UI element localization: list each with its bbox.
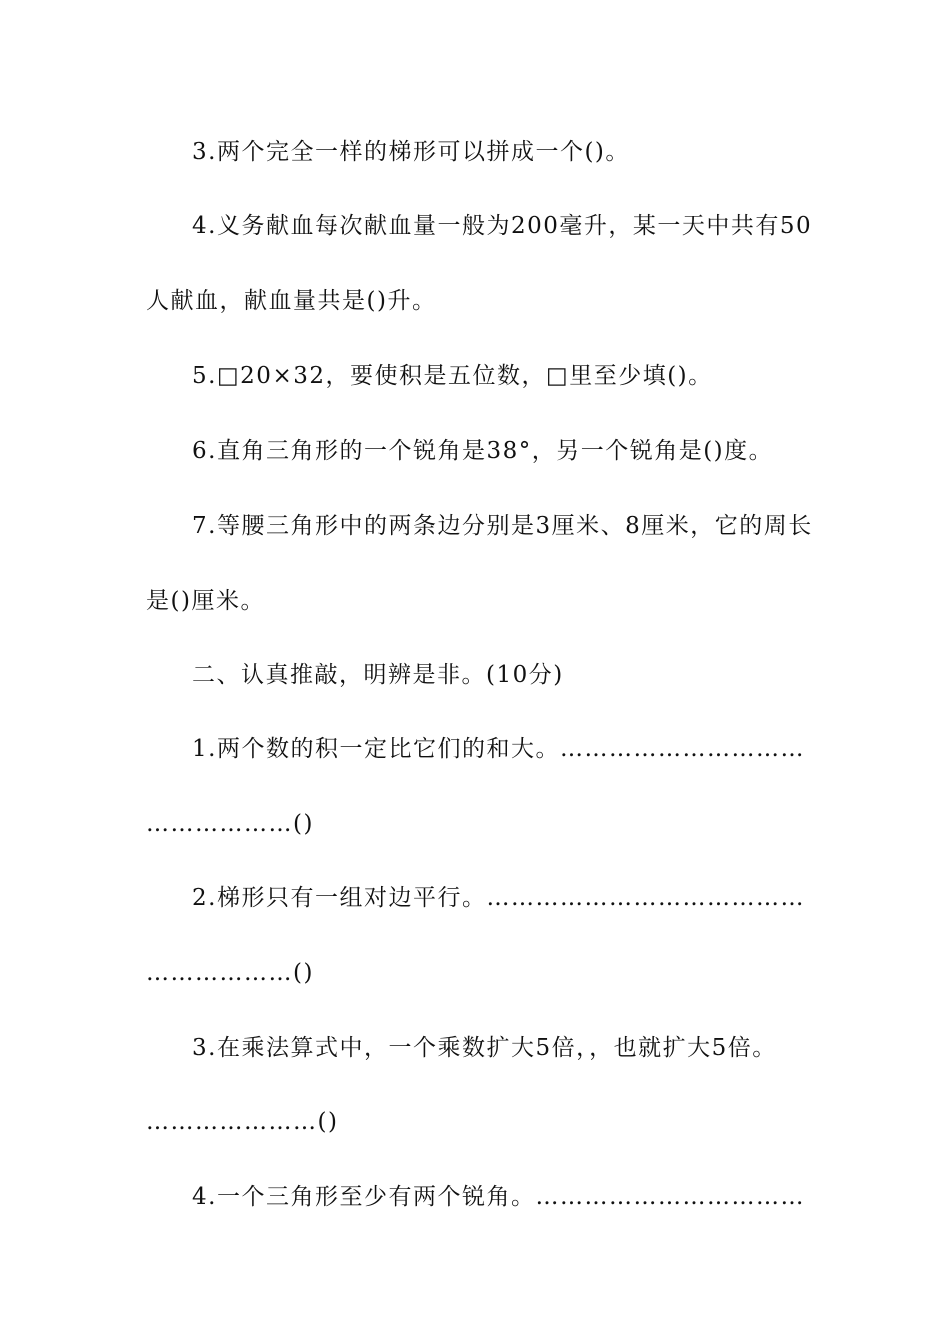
question-judge-2-answer: ………………() — [146, 960, 314, 986]
question-fill-4: 4.义务献血每次献血量一般为200毫升，某一天中共有50 — [192, 213, 813, 239]
question-judge-3-answer: …………………() — [146, 1109, 339, 1135]
question-judge-3: 3.在乘法算式中，一个乘数扩大5倍，，也就扩大5倍。 — [192, 1035, 777, 1061]
question-fill-7: 7.等腰三角形中的两条边分别是3厘米、8厘米，它的周长 — [192, 513, 813, 539]
question-fill-5: 5.□20×32，要使积是五位数，□里至少填()。 — [192, 363, 713, 389]
question-fill-3: 3.两个完全一样的梯形可以拼成一个()。 — [192, 139, 630, 165]
question-judge-4: 4.一个三角形至少有两个锐角。…………………………… — [192, 1184, 805, 1210]
question-judge-1-answer: ………………() — [146, 811, 314, 837]
question-fill-6: 6.直角三角形的一个锐角是38°，另一个锐角是()度。 — [192, 438, 774, 464]
question-judge-2: 2.梯形只有一组对边平行。………………………………… — [192, 885, 805, 911]
question-judge-1: 1.两个数的积一定比它们的和大。………………………… — [192, 736, 805, 762]
question-fill-4-continued: 人献血，献血量共是()升。 — [146, 288, 437, 314]
section-heading-true-false: 二、认真推敲，明辨是非。(10分) — [192, 662, 564, 688]
question-fill-7-continued: 是()厘米。 — [146, 588, 265, 614]
